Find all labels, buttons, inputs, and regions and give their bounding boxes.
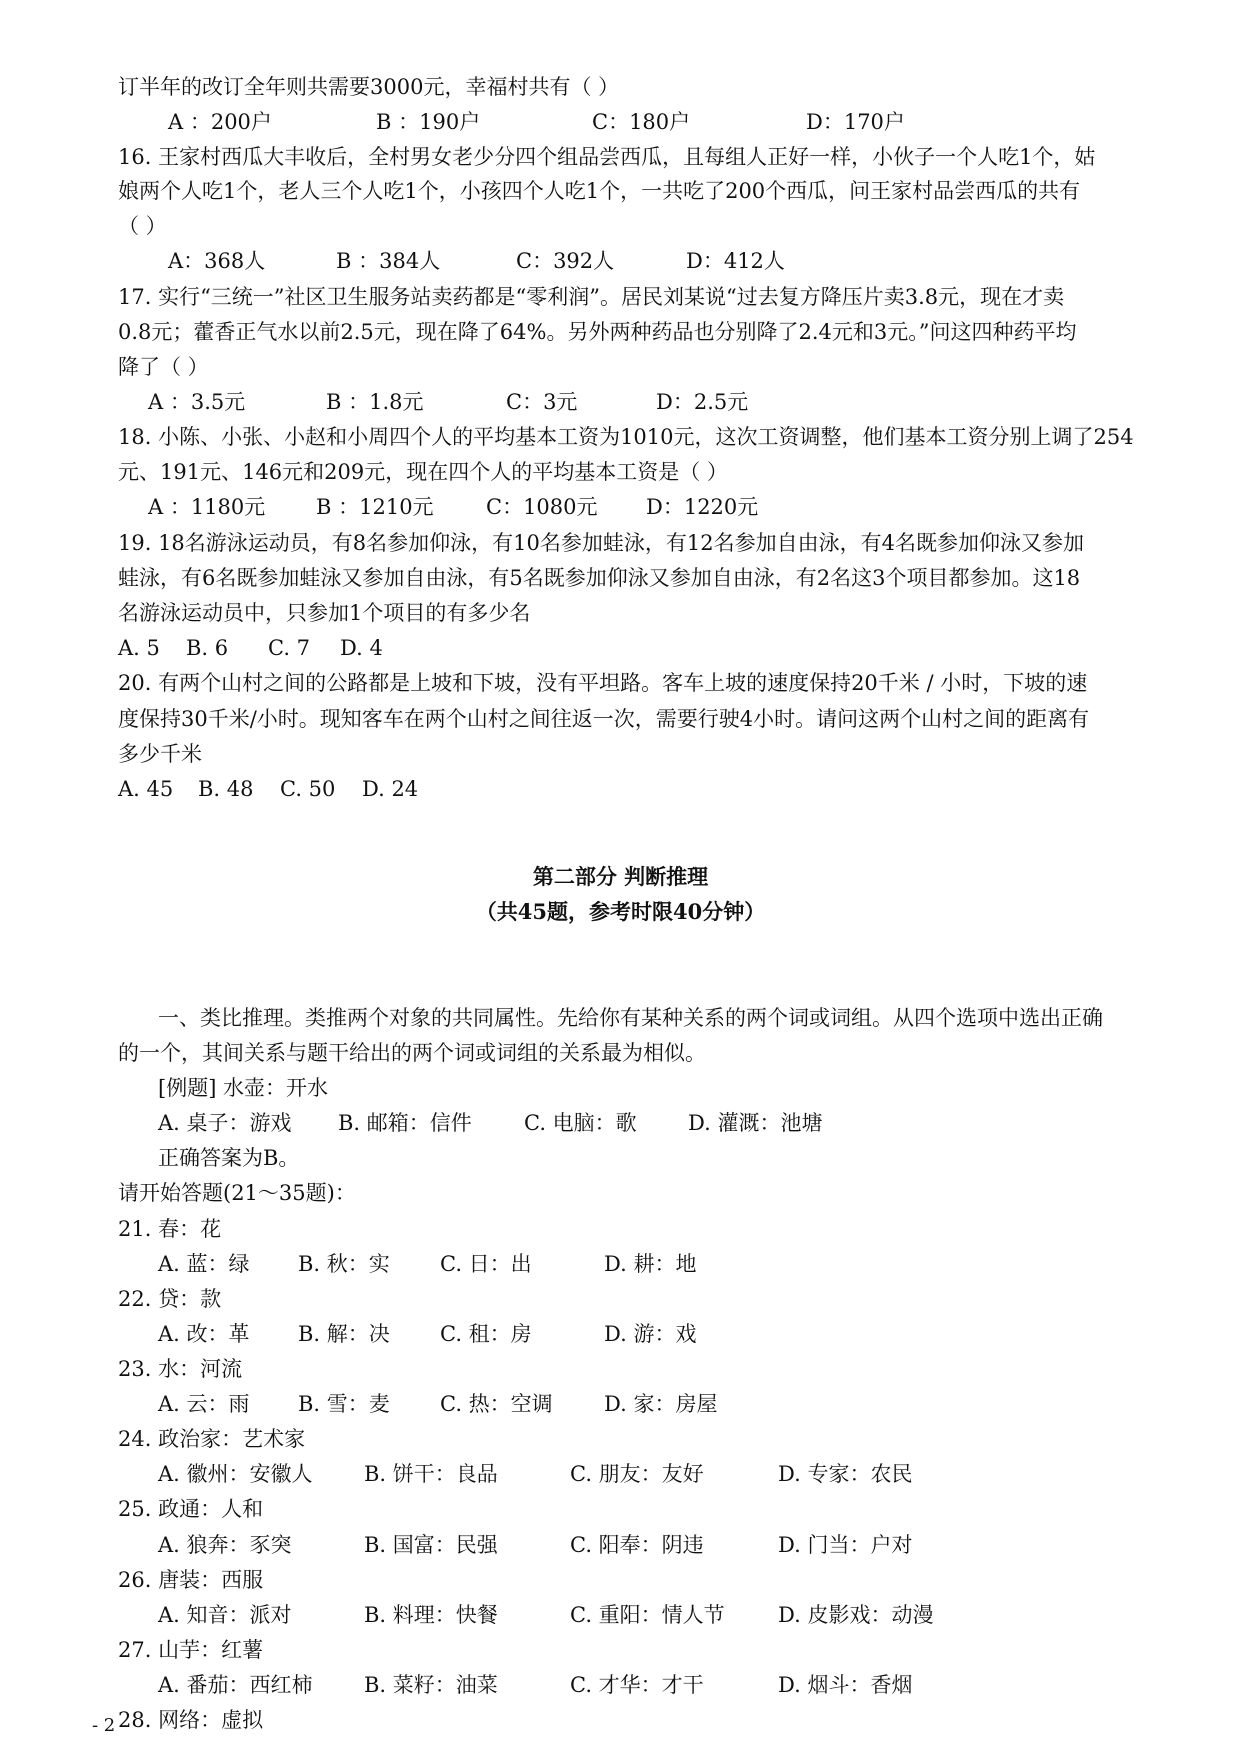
- line-text: 一、类比推理。类推两个对象的共同属性。先给你有某种关系的两个词或词组。从四个选项中选出正确: [158, 1006, 1103, 1030]
- text-line: [0, 1670, 1241, 1700]
- text-line: [0, 633, 1241, 663]
- answer-option: A. 知音：派对: [158, 1603, 292, 1627]
- answer-option: D. 家：房屋: [604, 1392, 718, 1416]
- answer-option: D. 灌溉：池塘: [688, 1111, 823, 1135]
- answer-option: A. 番茄：西红柿: [158, 1673, 313, 1697]
- answer-option: A. 5: [118, 636, 160, 660]
- answer-option: A. 蓝：绿: [158, 1252, 250, 1276]
- line-text: 24. 政治家：艺术家: [118, 1427, 306, 1451]
- answer-option: C：3元: [506, 390, 578, 414]
- text-line: [0, 211, 1241, 241]
- answer-option: B. 48: [198, 777, 254, 801]
- text-line: [0, 1389, 1241, 1419]
- answer-option: B. 饼干：良品: [364, 1462, 498, 1486]
- line-text: 28. 网络：虚拟: [118, 1708, 264, 1732]
- text-line: [0, 422, 1241, 452]
- answer-option: B ：190户: [376, 110, 481, 134]
- line-text: [例题] 水壶：开水: [158, 1076, 329, 1100]
- line-text: 正确答案为B。: [158, 1146, 300, 1170]
- text-line: [0, 352, 1241, 382]
- answer-option: C. 50: [280, 777, 336, 801]
- answer-option: A. 桌子：游戏: [158, 1111, 292, 1135]
- answer-option: D：412人: [686, 249, 785, 273]
- answer-option: C：180户: [592, 110, 691, 134]
- answer-option: A ：1180元: [148, 495, 266, 519]
- answer-option: B. 雪：麦: [298, 1392, 390, 1416]
- line-text: 的一个，其间关系与题干给出的两个词或词组的关系最为相似。: [118, 1041, 706, 1065]
- line-text: 25. 政通：人和: [118, 1497, 264, 1521]
- text-line: [0, 704, 1241, 734]
- answer-option: D. 烟斗：香烟: [778, 1673, 913, 1697]
- answer-option: A. 狼奔：豕突: [158, 1533, 292, 1557]
- text-line: [0, 1494, 1241, 1524]
- text-line: [0, 774, 1241, 804]
- text-line: [0, 1284, 1241, 1314]
- text-line: [0, 1600, 1241, 1630]
- line-text: 23. 水：河流: [118, 1357, 243, 1381]
- answer-option: B. 6: [186, 636, 229, 660]
- text-line: [0, 598, 1241, 628]
- text-line: [0, 1354, 1241, 1384]
- answer-option: C. 电脑：歌: [524, 1111, 637, 1135]
- answer-option: D. 游：戏: [604, 1322, 697, 1346]
- line-text: 21. 春：花: [118, 1217, 222, 1241]
- page-number: - 2 -: [92, 1715, 128, 1736]
- text-line: [0, 1249, 1241, 1279]
- text-line: [0, 1530, 1241, 1560]
- line-text: 19. 18名游泳运动员，有8名参加仰泳，有10名参加蛙泳，有12名参加自由泳，有4名既参加仰泳又参加: [118, 531, 1084, 555]
- text-line: [0, 142, 1241, 172]
- answer-option: C. 7: [268, 636, 311, 660]
- answer-option: A. 改：革: [158, 1322, 250, 1346]
- answer-option: D. 皮影戏：动漫: [778, 1603, 934, 1627]
- answer-option: C. 朋友：友好: [570, 1462, 704, 1486]
- text-line: [0, 107, 1241, 137]
- line-text: 22. 贷：款: [118, 1287, 222, 1311]
- text-line: [0, 1143, 1241, 1173]
- answer-option: A. 45: [118, 777, 174, 801]
- answer-option: B ：384人: [336, 249, 441, 273]
- text-line: [0, 1003, 1241, 1033]
- text-line: [0, 282, 1241, 312]
- answer-option: A：368人: [168, 249, 266, 273]
- answer-option: C：1080元: [486, 495, 598, 519]
- answer-option: B ：1.8元: [326, 390, 424, 414]
- text-line: [0, 246, 1241, 276]
- line-text: 蛙泳，有6名既参加蛙泳又参加自由泳，有5名既参加仰泳又参加自由泳，有2名这3个项目都参加。这18: [118, 566, 1081, 590]
- answer-option: C. 才华：才干: [570, 1673, 704, 1697]
- text-line: [0, 1073, 1241, 1103]
- text-line: [0, 1424, 1241, 1454]
- answer-option: C. 阳奉：阴违: [570, 1533, 704, 1557]
- line-text: 18. 小陈、小张、小赵和小周四个人的平均基本工资为1010元，这次工资调整，他们基本工资分别上调了254: [118, 425, 1134, 449]
- section-subtitle: [0, 897, 1241, 927]
- line-text: 娘两个人吃1个，老人三个人吃1个，小孩四个人吃1个，一共吃了200个西瓜，问王家村品尝西瓜的共有: [118, 179, 1081, 203]
- text-line: [0, 1178, 1241, 1208]
- line-text: 17. 实行“三统一”社区卫生服务站卖药都是“零利润”。居民刘某说“过去复方降压片卖3.8元，现在才卖: [118, 285, 1065, 309]
- answer-option: C. 租：房: [440, 1322, 532, 1346]
- text-line: [0, 457, 1241, 487]
- line-text: 降了（ ）: [118, 355, 209, 379]
- text-line: [0, 563, 1241, 593]
- answer-option: A ：200户: [168, 110, 272, 134]
- text-line: [0, 492, 1241, 522]
- answer-option: A ：3.5元: [148, 390, 246, 414]
- text-line: [0, 387, 1241, 417]
- line-text: 20. 有两个山村之间的公路都是上坡和下坡，没有平坦路。客车上坡的速度保持20千米 / 小时，下坡的速: [118, 671, 1088, 695]
- answer-option: A. 徽州：安徽人: [158, 1462, 313, 1486]
- answer-option: D：170户: [806, 110, 905, 134]
- text-line: [0, 1635, 1241, 1665]
- line-text: 元、191元、146元和209元，现在四个人的平均基本工资是（ ）: [118, 460, 728, 484]
- line-text: 16. 王家村西瓜大丰收后，全村男女老少分四个组品尝西瓜，且每组人正好一样，小伙子一个人吃1个，姑: [118, 145, 1096, 169]
- section-title-text: 第二部分 判断推理: [532, 864, 709, 889]
- section-subtitle-text: （共45题，参考时限40分钟）: [475, 899, 766, 924]
- text-line: [0, 1319, 1241, 1349]
- answer-option: B. 解：决: [298, 1322, 390, 1346]
- answer-option: B. 秋：实: [298, 1252, 390, 1276]
- answer-option: D. 门当：户对: [778, 1533, 913, 1557]
- answer-option: D. 4: [340, 636, 383, 660]
- line-text: 度保持30千米/小时。现知客车在两个山村之间往返一次，需要行驶4小时。请问这两个山村之间的距离有: [118, 707, 1090, 731]
- answer-option: C. 热：空调: [440, 1392, 553, 1416]
- text-line: [0, 317, 1241, 347]
- answer-option: B. 国富：民强: [364, 1533, 498, 1557]
- answer-option: C：392人: [516, 249, 615, 273]
- line-text: 26. 唐装：西服: [118, 1568, 264, 1592]
- line-text: （ ）: [118, 214, 167, 238]
- text-line: [0, 176, 1241, 206]
- text-line: [0, 1214, 1241, 1244]
- text-line: [0, 1038, 1241, 1068]
- line-text: 名游泳运动员中，只参加1个项目的有多少名: [118, 601, 531, 625]
- text-line: [0, 1565, 1241, 1595]
- line-text: 0.8元；藿香正气水以前2.5元，现在降了64%。另外两种药品也分别降了2.4元和3元。”问这四种药平均: [118, 320, 1077, 344]
- text-line: [0, 1108, 1241, 1138]
- text-line: [0, 1459, 1241, 1489]
- answer-option: D. 耕：地: [604, 1252, 697, 1276]
- line-text: 请开始答题(21～35题)：: [118, 1181, 356, 1205]
- answer-option: C. 重阳：情人节: [570, 1603, 725, 1627]
- answer-option: D. 24: [362, 777, 419, 801]
- text-line: [0, 1705, 1241, 1735]
- section-title: [0, 862, 1241, 892]
- answer-option: B. 邮箱：信件: [338, 1111, 472, 1135]
- text-line: [0, 72, 1241, 102]
- answer-option: B. 菜籽：油菜: [364, 1673, 498, 1697]
- line-text: 订半年的改订全年则共需要3000元，幸福村共有（ ）: [118, 75, 620, 99]
- text-line: [0, 668, 1241, 698]
- answer-option: D：1220元: [646, 495, 759, 519]
- answer-option: B. 料理：快餐: [364, 1603, 498, 1627]
- text-line: [0, 528, 1241, 558]
- answer-option: B ：1210元: [316, 495, 434, 519]
- answer-option: D. 专家：农民: [778, 1462, 913, 1486]
- answer-option: D：2.5元: [656, 390, 749, 414]
- text-line: [0, 739, 1241, 769]
- answer-option: A. 云：雨: [158, 1392, 250, 1416]
- line-text: 多少千米: [118, 742, 202, 766]
- line-text: 27. 山芋：红薯: [118, 1638, 264, 1662]
- answer-option: C. 日：出: [440, 1252, 532, 1276]
